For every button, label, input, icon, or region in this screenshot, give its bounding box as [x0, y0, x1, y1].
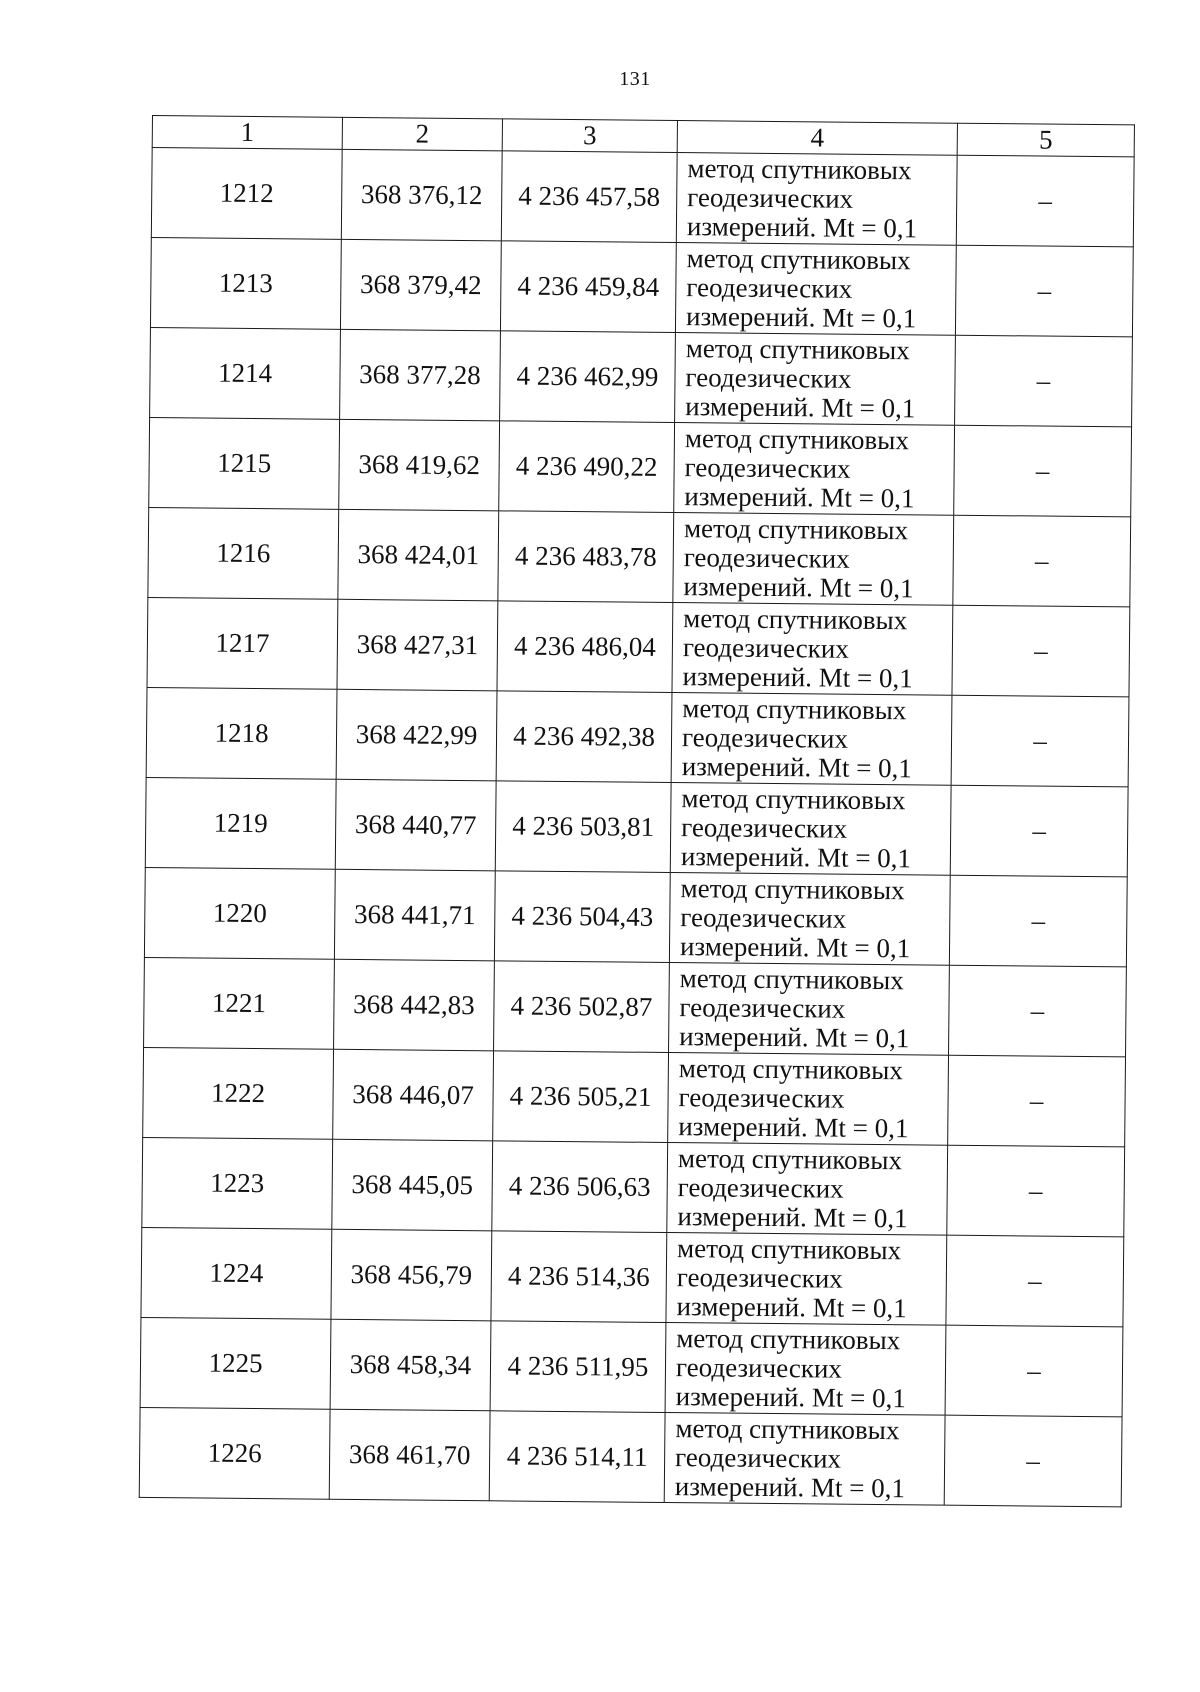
- note-cell: –: [945, 1325, 1123, 1417]
- method-line: измерений. Mt = 0,1: [682, 661, 913, 694]
- method-line: измерений. Mt = 0,1: [676, 1291, 907, 1324]
- point-number-cell: 1217: [147, 597, 338, 689]
- method-line: геодезических: [679, 992, 846, 1024]
- note-cell: –: [947, 1145, 1125, 1237]
- method-cell: [669, 963, 950, 1056]
- y-coordinate-cell: 4 236 503,81: [495, 781, 671, 873]
- note-cell: –: [954, 425, 1132, 517]
- point-number-cell: 1224: [141, 1227, 332, 1319]
- table-row: [142, 1137, 1125, 1236]
- table-row: [145, 777, 1128, 876]
- method-cell: [675, 333, 956, 426]
- table-row: [143, 1047, 1126, 1146]
- point-number-cell: 1213: [150, 237, 341, 329]
- method-line: геодезических: [674, 1442, 842, 1474]
- y-coordinate-cell: 4 236 514,11: [489, 1411, 665, 1503]
- method-line: метод спутниковых: [687, 153, 912, 186]
- note-cell: –: [952, 605, 1130, 697]
- point-number-cell: 1221: [144, 957, 335, 1049]
- method-cell: [671, 693, 952, 786]
- method-cell: [672, 603, 953, 696]
- method-line: измерений. Mt = 0,1: [683, 571, 914, 604]
- method-line: метод спутниковых: [681, 783, 906, 816]
- point-number-cell: 1222: [143, 1047, 334, 1139]
- coordinates-table: [139, 115, 1135, 1507]
- method-line: измерений. Mt = 0,1: [680, 841, 912, 874]
- table-row: [141, 1227, 1124, 1326]
- table-row: [147, 597, 1130, 696]
- x-coordinate-cell: 368 379,42: [340, 239, 501, 331]
- y-coordinate-cell: 4 236 506,63: [492, 1141, 668, 1233]
- note-cell: –: [946, 1235, 1124, 1327]
- table-row: [139, 1407, 1122, 1506]
- method-cell: [674, 423, 955, 516]
- method-line: геодезических: [677, 1172, 844, 1204]
- y-coordinate-cell: 4 236 457,58: [501, 151, 677, 243]
- x-coordinate-cell: 368 441,71: [334, 869, 495, 961]
- note-cell: –: [955, 335, 1133, 427]
- method-line: метод спутниковых: [682, 693, 907, 726]
- table-row: [150, 237, 1133, 336]
- method-cell: [673, 513, 954, 606]
- point-number-cell: 1212: [151, 148, 342, 240]
- y-coordinate-cell: 4 236 504,43: [494, 871, 670, 963]
- x-coordinate-cell: 368 377,28: [340, 329, 501, 421]
- method-line: метод спутниковых: [675, 1413, 900, 1446]
- method-line: измерений. Mt = 0,1: [684, 481, 915, 514]
- method-line: измерений. Mt = 0,1: [685, 301, 917, 334]
- point-number-cell: 1216: [148, 507, 339, 599]
- method-line: измерений. Mt = 0,1: [677, 1201, 908, 1234]
- table-row: [149, 417, 1132, 516]
- point-number-cell: 1219: [145, 777, 336, 869]
- x-coordinate-cell: 368 440,77: [335, 779, 496, 871]
- point-number-cell: 1225: [140, 1317, 331, 1409]
- note-cell: –: [955, 245, 1133, 337]
- method-line: геодезических: [676, 1262, 843, 1294]
- method-line: геодезических: [680, 902, 847, 934]
- x-coordinate-cell: 368 376,12: [341, 149, 502, 241]
- x-coordinate-cell: 368 446,07: [333, 1049, 494, 1141]
- x-coordinate-cell: 368 456,79: [331, 1229, 492, 1321]
- page-number: 131: [619, 68, 651, 90]
- x-coordinate-cell: 368 424,01: [338, 509, 499, 601]
- note-cell: –: [950, 785, 1128, 877]
- note-cell: –: [944, 1415, 1122, 1507]
- table-row: [150, 327, 1133, 426]
- x-coordinate-cell: 368 419,62: [339, 419, 500, 511]
- method-line: метод спутниковых: [680, 873, 905, 906]
- x-coordinate-cell: 368 461,70: [329, 1409, 490, 1501]
- method-line: измерений. Mt = 0,1: [681, 751, 913, 784]
- method-line: метод спутниковых: [683, 513, 909, 546]
- method-cell: [664, 1412, 945, 1505]
- table-row: [144, 957, 1127, 1056]
- method-line: геодезических: [682, 632, 849, 664]
- x-coordinate-cell: 368 422,99: [336, 689, 497, 781]
- method-line: измерений. Mt = 0,1: [678, 1111, 909, 1144]
- method-line: метод спутниковых: [677, 1233, 902, 1266]
- y-coordinate-cell: 4 236 505,21: [493, 1051, 669, 1143]
- method-line: измерений. Mt = 0,1: [675, 1381, 906, 1414]
- method-line: метод спутниковых: [684, 423, 910, 456]
- table-row: [140, 1317, 1123, 1416]
- note-cell: –: [953, 515, 1131, 607]
- y-coordinate-cell: 4 236 483,78: [498, 511, 674, 603]
- method-line: метод спутниковых: [683, 603, 908, 636]
- method-line: геодезических: [683, 542, 850, 574]
- method-line: геодезических: [681, 812, 848, 844]
- y-coordinate-cell: 4 236 514,36: [491, 1231, 667, 1323]
- y-coordinate-cell: 4 236 462,99: [500, 331, 676, 423]
- method-line: метод спутниковых: [686, 243, 911, 276]
- note-cell: –: [948, 1055, 1126, 1147]
- point-number-cell: 1223: [142, 1137, 333, 1229]
- method-cell: [668, 1053, 949, 1146]
- y-coordinate-cell: 4 236 511,95: [490, 1321, 666, 1413]
- method-cell: [676, 153, 957, 246]
- method-line: геодезических: [687, 182, 854, 214]
- method-line: геодезических: [681, 722, 849, 754]
- y-coordinate-cell: 4 236 502,87: [494, 961, 670, 1053]
- method-line: измерений. Mt = 0,1: [674, 1471, 906, 1504]
- method-cell: [670, 783, 951, 876]
- method-cell: [666, 1232, 947, 1325]
- header-cell: 1: [152, 116, 342, 150]
- method-line: метод спутниковых: [679, 963, 904, 996]
- method-line: геодезических: [685, 362, 852, 394]
- method-cell: [669, 873, 950, 966]
- note-cell: –: [949, 965, 1127, 1057]
- y-coordinate-cell: 4 236 492,38: [496, 691, 672, 783]
- note-cell: –: [956, 155, 1134, 247]
- x-coordinate-cell: 368 445,05: [332, 1139, 493, 1231]
- note-cell: –: [951, 695, 1129, 787]
- method-line: измерений. Mt = 0,1: [679, 931, 911, 964]
- x-coordinate-cell: 368 458,34: [330, 1319, 491, 1411]
- method-line: геодезических: [678, 1082, 845, 1114]
- header-cell: 4: [677, 121, 957, 156]
- method-line: метод спутниковых: [676, 1323, 901, 1356]
- method-cell: [675, 243, 956, 336]
- point-number-cell: 1220: [144, 867, 335, 959]
- table-row: [151, 148, 1134, 247]
- y-coordinate-cell: 4 236 490,22: [499, 421, 675, 513]
- y-coordinate-cell: 4 236 486,04: [497, 601, 673, 693]
- y-coordinate-cell: 4 236 459,84: [500, 241, 676, 333]
- x-coordinate-cell: 368 442,83: [334, 959, 495, 1051]
- header-cell: 2: [342, 117, 502, 151]
- method-cell: [665, 1322, 946, 1415]
- table-row: [146, 687, 1129, 786]
- method-line: геодезических: [675, 1352, 843, 1384]
- method-line: измерений. Mt = 0,1: [686, 211, 918, 244]
- table-body: [139, 148, 1134, 1507]
- method-line: измерений. Mt = 0,1: [685, 391, 916, 424]
- method-line: измерений. Mt = 0,1: [679, 1021, 910, 1054]
- point-number-cell: 1226: [139, 1407, 330, 1499]
- method-line: метод спутниковых: [685, 333, 910, 366]
- header-cell: 3: [502, 119, 677, 153]
- note-cell: –: [949, 875, 1127, 967]
- method-line: геодезических: [684, 452, 851, 484]
- method-cell: [667, 1142, 948, 1235]
- header-cell: 5: [957, 123, 1134, 157]
- point-number-cell: 1218: [146, 687, 337, 779]
- method-line: геодезических: [686, 272, 853, 304]
- table-row: [144, 867, 1127, 966]
- table-row: [148, 507, 1131, 606]
- point-number-cell: 1214: [150, 327, 341, 419]
- method-line: метод спутниковых: [678, 1053, 904, 1086]
- x-coordinate-cell: 368 427,31: [337, 599, 498, 691]
- point-number-cell: 1215: [149, 417, 340, 509]
- method-line: метод спутниковых: [677, 1143, 903, 1176]
